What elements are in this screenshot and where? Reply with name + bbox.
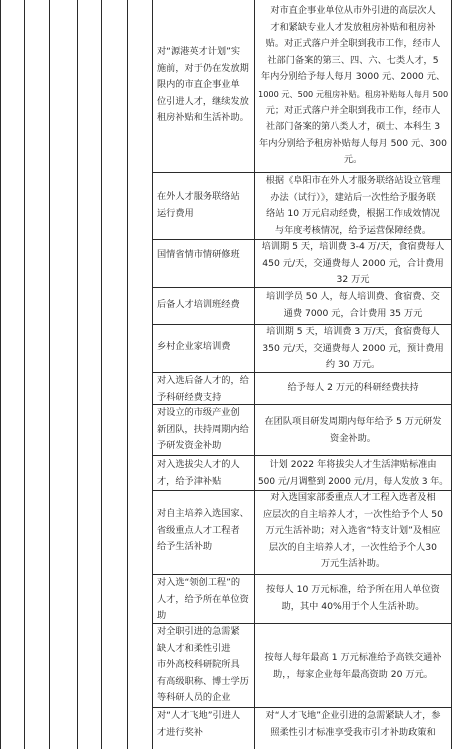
content-cell: [258, 708, 448, 741]
column-divider: [77, 0, 78, 749]
content-line: 对“人才飞地”企业引进的急需紧缺人才，参: [265, 710, 441, 721]
content-line: 元；对正式落户并全职到我市工作，经市人: [265, 104, 441, 116]
content-line: 万元生活补助；对入选省“特支计划”及相应: [265, 525, 441, 537]
item-line: 对入选“领创工程”的: [157, 577, 241, 588]
content-line: 资金补助。: [330, 432, 376, 444]
item-cell: [157, 44, 252, 127]
content-line: 按每人每年最高 1 万元标准给予高铁交通补: [264, 652, 442, 663]
content-line: 给予每人 2 万元的科研经费扶持: [287, 382, 419, 393]
item-line: 国情省情市情研修班: [157, 249, 240, 260]
item-line: 才，给予津补贴: [157, 475, 222, 487]
item-line: 后备人才培训班经费: [157, 299, 240, 310]
content-cell: [258, 173, 448, 239]
content-cell: [258, 380, 448, 397]
item-cell: [157, 297, 252, 314]
item-line: 在外人才服务联络站: [157, 191, 240, 202]
content-line: 年内分别给予租房补贴每人每月 500 元、300: [259, 137, 447, 149]
item-line: 对设立的市级产业创: [157, 407, 240, 418]
content-line: 元。: [343, 154, 363, 166]
content-line: 才和紧缺专业人才发放租房补贴和租房补: [270, 21, 436, 33]
content-cell: [258, 324, 448, 374]
content-line: 1000 元、500 元租房补贴。租房补贴每人每月 500: [258, 88, 449, 99]
item-line: 对“人才飞地”引进人: [157, 710, 241, 721]
content-cell: [258, 3, 448, 169]
content-line: 350 元/天，交通费每人 2000 元，预计费用: [262, 342, 444, 354]
content-line: 在团队项目研发周期内每年给予 5 万元研发: [264, 416, 442, 427]
column-divider: [127, 0, 128, 749]
item-line: 有高级职称、博士学历: [157, 675, 249, 687]
content-line: 照柔性引才标准享受我市引才补助政策和: [270, 726, 436, 738]
content-line: 计划 2022 年将拔尖人才生活津贴标准由: [269, 459, 437, 470]
item-line: 予研发资金补助: [157, 440, 222, 452]
item-cell: [157, 339, 252, 356]
content-cell: [258, 414, 448, 447]
item-line: 施前，对于仍在发放期: [157, 62, 249, 74]
row-divider: [152, 455, 452, 456]
content-line: 32 万元: [336, 274, 370, 286]
item-line: 对入选拔尖人才的人: [157, 459, 240, 470]
content-line: 助，，每家企业每年最高资助 20 万元。: [273, 668, 433, 680]
content-line: 按每人 10 万元标准，给予所在用人单位资: [266, 584, 440, 595]
content-line: 约 30 万元。: [325, 359, 381, 371]
item-cell: [157, 624, 252, 707]
item-line: 运行费用: [157, 207, 194, 219]
item-line: 对入选后备人才的，给: [157, 375, 249, 386]
item-line: 对“源港英才计划”实: [157, 46, 241, 57]
item-line: 予科研经费支持: [157, 391, 222, 403]
content-line: 对市直企事业单位从市外引进的高层次人: [270, 5, 436, 16]
content-line: 通费 7000 元，合计费用 35 万元: [283, 307, 423, 319]
column-divider: [49, 0, 50, 749]
item-line: 缺人才和柔性引进: [157, 642, 231, 654]
item-cell: [157, 247, 252, 264]
item-line: 对全职引进的急需紧: [157, 626, 240, 637]
content-line: 对入选国家部委重点人才工程入选者及相: [270, 492, 436, 503]
column-divider: [152, 0, 153, 749]
column-divider: [101, 0, 102, 749]
table-border-right: [451, 0, 452, 749]
item-cell: [157, 457, 252, 490]
content-line: 500 元/月调整到 2000 元/月，每人发放 3 年。: [258, 476, 449, 487]
item-line: 助: [157, 610, 167, 622]
content-line: 培训期 5 天，培训费 3-4 万/天，食宿费每人: [261, 241, 445, 252]
table-border-left: [0, 0, 1, 749]
content-line: 与年度考核情况，给予运营保障经费。: [274, 224, 432, 236]
content-line: 根据《阜阳市在外人才服务联络站设立管理: [265, 175, 441, 186]
item-cell: [157, 189, 252, 222]
content-line: 络站 10 万元启动经费，根据工作成效情况: [266, 208, 440, 220]
item-line: 新团队，扶持周期内给: [157, 423, 249, 435]
content-cell: [258, 490, 448, 573]
item-line: 租房补贴和生活补助。: [157, 112, 249, 124]
item-line: 等科研人员的企业: [157, 692, 231, 704]
content-line: 助，其中 40%用于个人生活补助。: [281, 600, 425, 612]
content-line: 贴。对正式落户并全职到我市工作，经市人: [265, 38, 441, 50]
item-line: 限内的市直企事业单: [157, 79, 240, 91]
content-cell: [258, 582, 448, 615]
item-line: 给予生活补助: [157, 541, 213, 553]
column-divider: [254, 0, 255, 749]
content-line: 社部门备案的第三、四、六、七类人才，5: [267, 54, 439, 66]
item-cell: [157, 373, 252, 406]
item-line: 人才，给予所在单位资: [157, 593, 249, 605]
content-cell: [258, 289, 448, 322]
item-line: 才进行奖补: [157, 726, 203, 738]
content-cell: [258, 650, 448, 683]
item-line: 对自主培养入选国家、: [157, 508, 249, 519]
item-line: 乡村企业家培训费: [157, 341, 231, 352]
column-divider: [24, 0, 25, 749]
content-cell: [258, 239, 448, 289]
item-cell: [157, 708, 252, 741]
content-line: 450 元/天，交通费每人 2000 元，合计费用: [262, 257, 444, 269]
content-line: 社部门备案的第八类人才，硕士、本科生 3: [265, 121, 441, 133]
item-line: 省级重点人才工程者: [157, 524, 240, 536]
item-cell: [157, 405, 252, 455]
content-line: 万元生活补助。: [320, 558, 386, 570]
content-line: 培训期 5 天，培训费 3 万/天，食宿费每人: [266, 326, 440, 337]
content-line: 年内分别给予每人每月 3000 元、2000 元、: [260, 71, 446, 83]
item-cell: [157, 575, 252, 625]
content-line: 层次的自主培养人才，一次性给予个人30: [269, 541, 437, 553]
content-line: 办法（试行）》，建站后一次性给予服务联: [270, 191, 436, 203]
content-cell: [258, 457, 448, 490]
item-line: 市外高校科研院所具: [157, 659, 240, 671]
item-cell: [157, 506, 252, 556]
content-line: 应层次的自主培养人才，一次性给予个人 50: [263, 508, 443, 520]
item-line: 位引进人才，继续发放: [157, 95, 249, 107]
content-line: 培训学员 50 人，每人培训费、食宿费、交: [266, 291, 440, 302]
